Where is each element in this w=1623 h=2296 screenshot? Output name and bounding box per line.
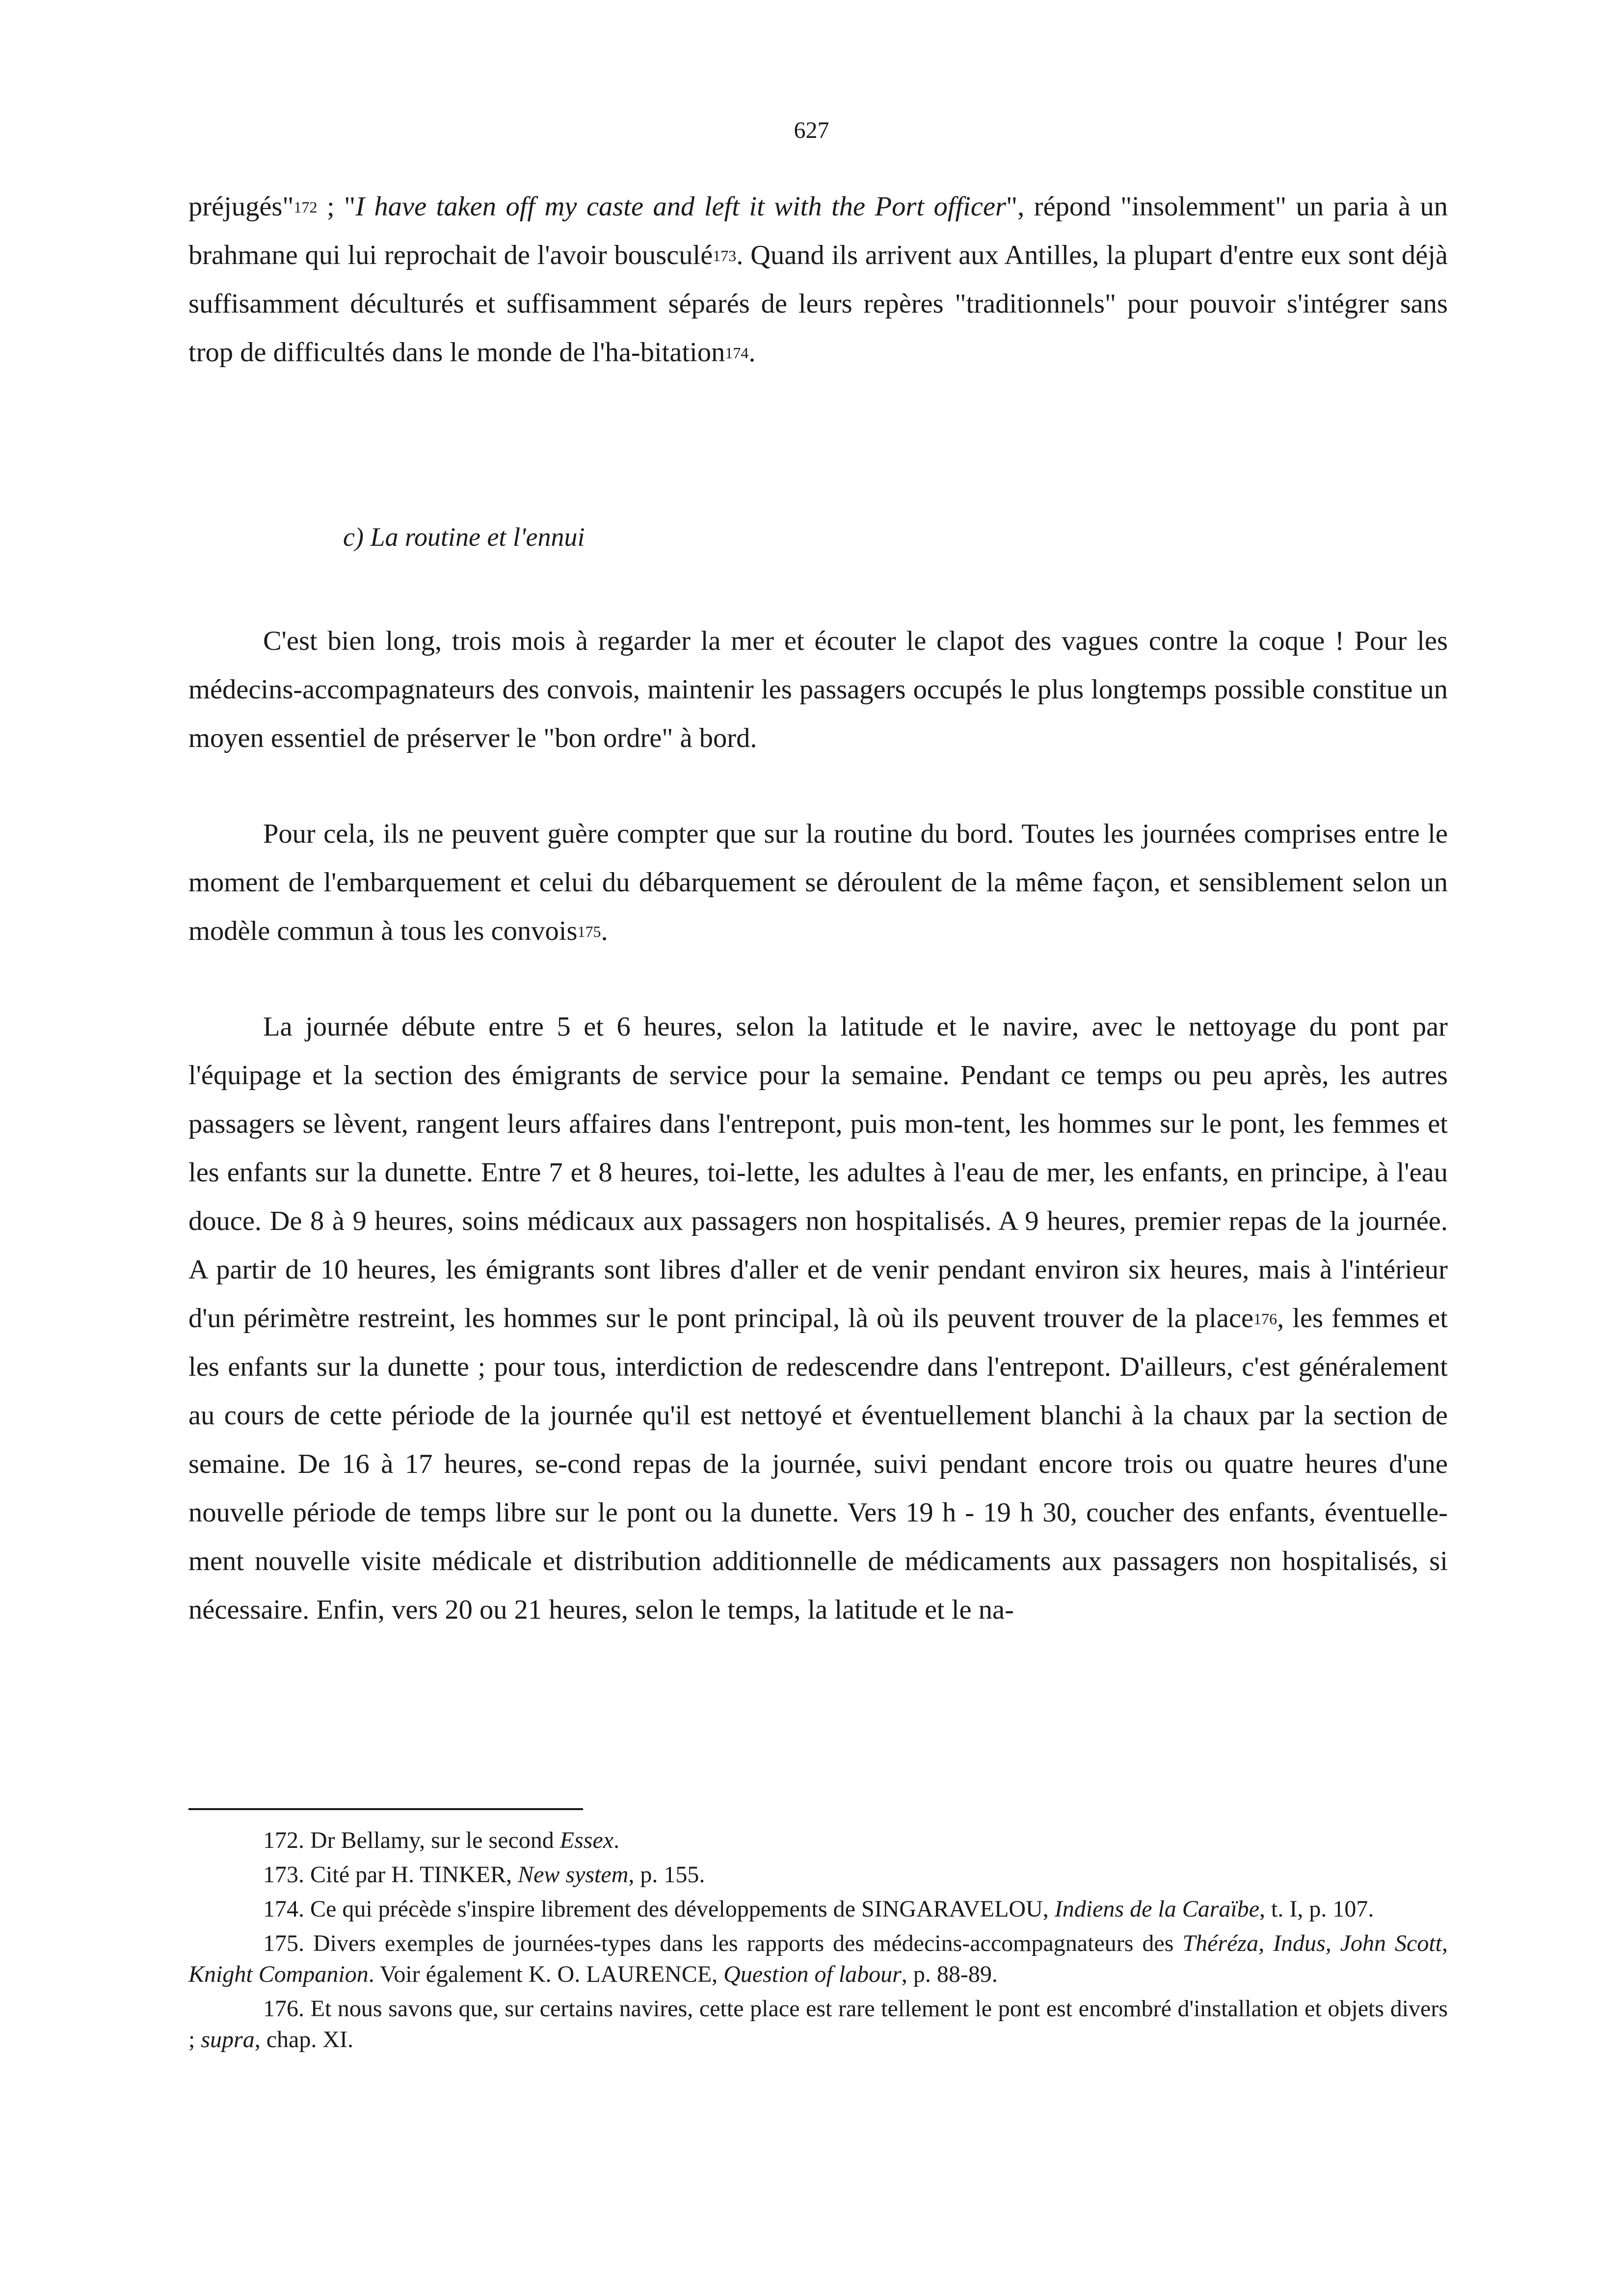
paragraph-1 — [188, 183, 1448, 377]
footnote-number: 175. — [263, 1930, 304, 1956]
page-number: 627 — [794, 117, 829, 143]
section-heading: c) La routine et l'ennui — [343, 522, 585, 552]
footnote-172 — [188, 1825, 1448, 1856]
paragraph-text: La journée débute entre 5 et 6 heures, selon la latitude et le navire, avec le nettoyage du pont par l'équipage et la section des émigrants de service pour la semaine. Pendant ce temps ou peu après, les autres passagers se lèvent, rangent leurs affaires dans l'entrepont, puis mon-tent, les hommes sur le pont, les femmes et les enfants sur la dunette. Entre 7 et 8 heures, toi-lette, les adultes à l'eau de mer, les enfants, en principe, à l'eau douce. De 8 à 9 heures, soins médicaux aux passagers non hospitalisés. A 9 heures, premier repas de la journée. A partir de 10 heures, les émigrants sont libres d'aller et de venir pendant environ six heures, mais à l'intérieur d'un périmètre restreint, les hommes sur le pont principal, là où ils peuvent trouver de la place — [188, 1012, 1448, 1334]
footnote-text: , chap. XI. — [254, 2027, 353, 2053]
paragraph-text: ; " — [317, 191, 356, 222]
footnote-text: , t. I, p. 107. — [1259, 1896, 1374, 1922]
footnote-176 — [188, 1993, 1448, 2055]
paragraph-text: préjugés" — [188, 191, 294, 222]
footnote-title: New system — [518, 1862, 629, 1888]
paragraph-text: ", répond "insolemment" un paria à un brahmane qui lui reprochait de l'avoir bousculé — [188, 191, 1448, 270]
footnote-separator — [188, 1808, 583, 1810]
footnote-title: Question of labour — [723, 1961, 902, 1987]
footnote-number: 173. — [263, 1862, 304, 1888]
text-block-top — [188, 183, 1448, 377]
footnote-text: , p. 88-89. — [901, 1961, 998, 1987]
footnote-reference: supra — [201, 2027, 255, 2053]
footnote-text: Et nous savons que, sur certains navires, cette place est rare tellement le pont est encombré d'installation et objets divers ; — [188, 1996, 1448, 2053]
footnote-text: , p. 155. — [628, 1862, 705, 1888]
footnote-text: Dr Bellamy, sur le second — [304, 1827, 560, 1853]
footnote-text: Divers exemples de journées-types dans les rapports des médecins-accompagnateurs des — [304, 1930, 1183, 1956]
footnote-ref-173[interactable]: 173 — [713, 247, 737, 265]
footnote-ship-name: Essex — [559, 1827, 614, 1853]
paragraph-4 — [188, 1003, 1448, 1634]
quote-text: I have taken off my caste and left it with the Port officer — [355, 191, 1007, 222]
footnote-number: 174. — [263, 1896, 304, 1922]
footnote-173 — [188, 1859, 1448, 1890]
text-block-p3 — [188, 810, 1448, 956]
footnote-ref-172[interactable]: 172 — [293, 198, 318, 216]
footnote-ref-174[interactable]: 174 — [725, 344, 749, 362]
footnote-number: 176. — [263, 1996, 304, 2022]
footnotes — [188, 1825, 1448, 2058]
paragraph-text: . Quand ils arrivent aux Antilles, la plupart d'entre eux sont déjà suffisamment déculturés et suffisamment séparés de leurs repères "traditionnels" pour pouvoir s'intégrer sans trop de difficultés dans le monde de l'ha-bitation — [188, 240, 1448, 368]
paragraph-text: . — [748, 337, 756, 368]
footnote-ship-names: Théréza, Indus, John Scott, Knight Companion — [188, 1930, 1448, 1987]
footnote-text: . — [613, 1827, 620, 1853]
footnote-text: Cité par H. TINKER, — [304, 1862, 518, 1888]
paragraph-text: , les femmes et les enfants sur la dunette ; pour tous, interdiction de redescendre dans l'entrepont. D'ailleurs, c'est généralement au cours de cette période de la journée qu'il est nettoyé et éventuellement blanchi à la chaux par la section de semaine. De 16 à 17 heures, se-cond repas de la journée, suivi pendant encore trois ou quatre heures d'une nouvelle période de temps libre sur le pont ou la dunette. Vers 19 h - 19 h 30, coucher des enfants, éventuelle-ment nouvelle visite médicale et distribution additionnelle de médicaments aux passagers non hospitalisés, si nécessaire. Enfin, vers 20 ou 21 heures, selon le temps, la latitude et le na- — [188, 1303, 1448, 1625]
footnote-ref-175[interactable]: 175 — [577, 923, 601, 940]
footnote-174 — [188, 1894, 1448, 1924]
footnote-text: . Voir également K. O. LAURENCE, — [368, 1961, 724, 1987]
paragraph-text: Pour cela, ils ne peuvent guère compter que sur la routine du bord. Toutes les journées comprises entre le moment de l'embarquement et celui du débarquement se déroulent de la même façon, et sensiblement selon un modèle commun à tous les convois — [188, 819, 1448, 946]
footnote-ref-176[interactable]: 176 — [1253, 1310, 1277, 1328]
footnote-175 — [188, 1928, 1448, 1990]
text-block-p4 — [188, 1003, 1448, 1634]
footnote-number: 172. — [263, 1827, 304, 1853]
paragraph-text: . — [601, 916, 608, 946]
footnote-text: Ce qui précède s'inspire librement des développements de SINGARAVELOU, — [304, 1896, 1055, 1922]
footnote-title: Indiens de la Caraïbe — [1054, 1896, 1260, 1922]
text-block-p2 — [188, 617, 1448, 763]
paragraph-2: C'est bien long, trois mois à regarder la mer et écouter le clapot des vagues contre la coque ! Pour les médecins-accompagnateurs des convois, maintenir les passagers occupés le plus longtemps possible constitue un moyen essentiel de préserver le "bon ordre" à bord. — [188, 626, 1448, 753]
paragraph-3 — [188, 810, 1448, 956]
